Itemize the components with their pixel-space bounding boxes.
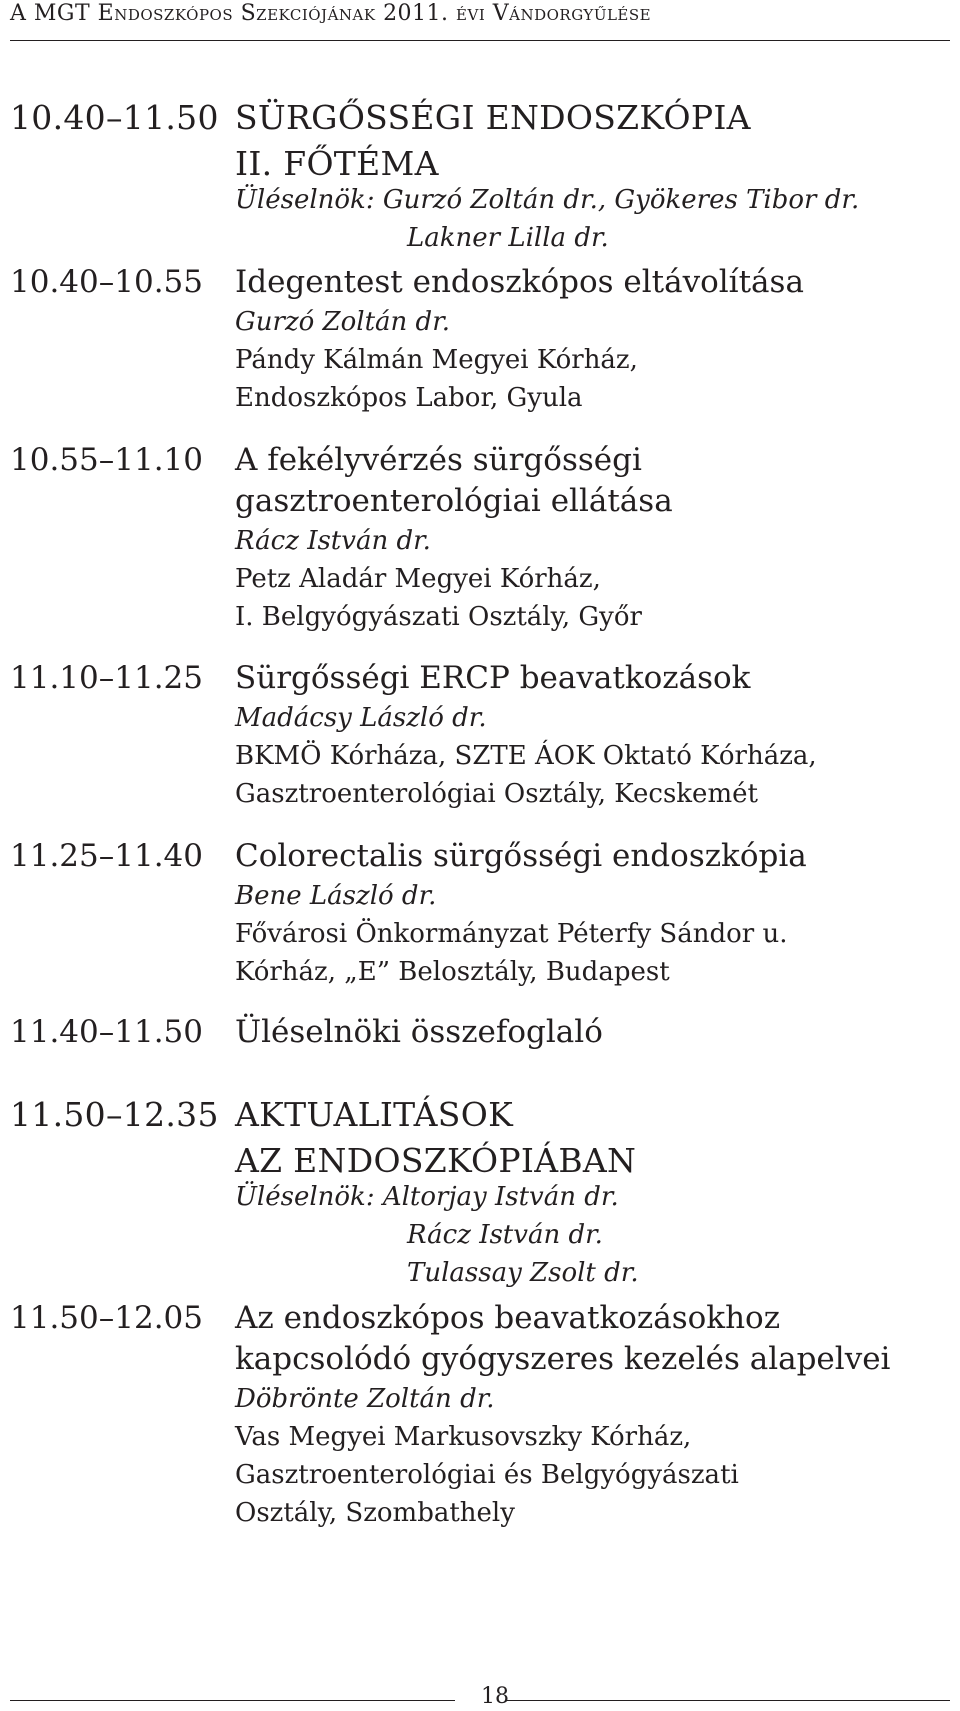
session-subtitle: II. FŐTÉMA xyxy=(235,144,439,183)
page-footer xyxy=(10,1684,950,1710)
session-chair: Üléselnök: Gurzó Zoltán dr., Gyökeres Tibor dr. xyxy=(235,185,860,215)
session-chair: Rácz István dr. xyxy=(407,1220,603,1250)
program-item xyxy=(10,1298,955,1532)
program-item xyxy=(10,262,955,417)
talk-title: kapcsolódó gyógyszeres kezelés alapelvei xyxy=(235,1341,891,1377)
session-chair: Tulassay Zsolt dr. xyxy=(407,1258,639,1288)
program-item xyxy=(10,1012,955,1053)
talk-affiliation: Gasztroenterológiai Osztály, Kecskemét xyxy=(235,779,758,809)
talk-time: 11.40–11.50 xyxy=(10,1014,203,1050)
talk-affiliation: Pándy Kálmán Megyei Kórház, xyxy=(235,345,638,375)
session-block-1 xyxy=(10,95,955,257)
talk-title: Colorectalis sürgősségi endoszkópia xyxy=(235,838,807,874)
talk-time: 10.40–10.55 xyxy=(10,264,203,300)
page-number: 18 xyxy=(481,1684,509,1709)
talk-speaker: Bene László dr. xyxy=(235,881,437,911)
talk-title: Idegentest endoszkópos eltávolítása xyxy=(235,264,804,300)
talk-affiliation: Fővárosi Önkormányzat Péterfy Sándor u. xyxy=(235,919,788,949)
session-subtitle: AZ ENDOSZKÓPIÁBAN xyxy=(235,1141,637,1180)
session-time: 11.50–12.35 xyxy=(10,1095,219,1134)
talk-title: Üléselnöki összefoglaló xyxy=(235,1014,603,1050)
talk-title: Az endoszkópos beavatkozásokhoz xyxy=(235,1300,781,1336)
talk-speaker: Madácsy László dr. xyxy=(235,703,487,733)
session-block-2 xyxy=(10,1092,955,1292)
talk-title: Sürgősségi ERCP beavatkozások xyxy=(235,660,751,696)
program-item xyxy=(10,440,955,636)
session-chair: Üléselnök: Altorjay István dr. xyxy=(235,1182,619,1212)
footer-rule-right xyxy=(505,1700,950,1701)
talk-speaker: Döbrönte Zoltán dr. xyxy=(235,1384,495,1414)
running-header xyxy=(10,0,950,41)
talk-title: A fekélyvérzés sürgősségi xyxy=(235,442,642,478)
talk-title: gasztroenterológiai ellátása xyxy=(235,483,673,519)
talk-affiliation: Kórház, „E” Belosztály, Budapest xyxy=(235,957,670,987)
session-time: 10.40–11.50 xyxy=(10,98,219,137)
session-title: SÜRGŐSSÉGI ENDOSZKÓPIA xyxy=(235,98,751,137)
program-item xyxy=(10,836,955,991)
header-title: A MGT Endoszkópos Szekciójának 2011. évi Vándorgyűlése xyxy=(10,1,652,26)
talk-time: 11.10–11.25 xyxy=(10,660,203,696)
talk-time: 10.55–11.10 xyxy=(10,442,203,478)
talk-affiliation: BKMÖ Kórháza, SZTE ÁOK Oktató Kórháza, xyxy=(235,741,817,771)
talk-affiliation: Endoszkópos Labor, Gyula xyxy=(235,383,583,413)
session-title: AKTUALITÁSOK xyxy=(235,1095,514,1134)
talk-affiliation: Gasztroenterológiai és Belgyógyászati xyxy=(235,1460,739,1490)
talk-affiliation: Osztály, Szombathely xyxy=(235,1498,515,1528)
talk-affiliation: Petz Aladár Megyei Kórház, xyxy=(235,564,601,594)
session-chair: Lakner Lilla dr. xyxy=(407,223,609,253)
program-item xyxy=(10,658,955,813)
talk-affiliation: I. Belgyógyászati Osztály, Győr xyxy=(235,602,642,632)
talk-time: 11.50–12.05 xyxy=(10,1300,203,1336)
talk-time: 11.25–11.40 xyxy=(10,838,203,874)
talk-speaker: Gurzó Zoltán dr. xyxy=(235,307,451,337)
talk-speaker: Rácz István dr. xyxy=(235,526,431,556)
talk-affiliation: Vas Megyei Markusovszky Kórház, xyxy=(235,1422,692,1452)
footer-rule-left xyxy=(10,1700,455,1701)
